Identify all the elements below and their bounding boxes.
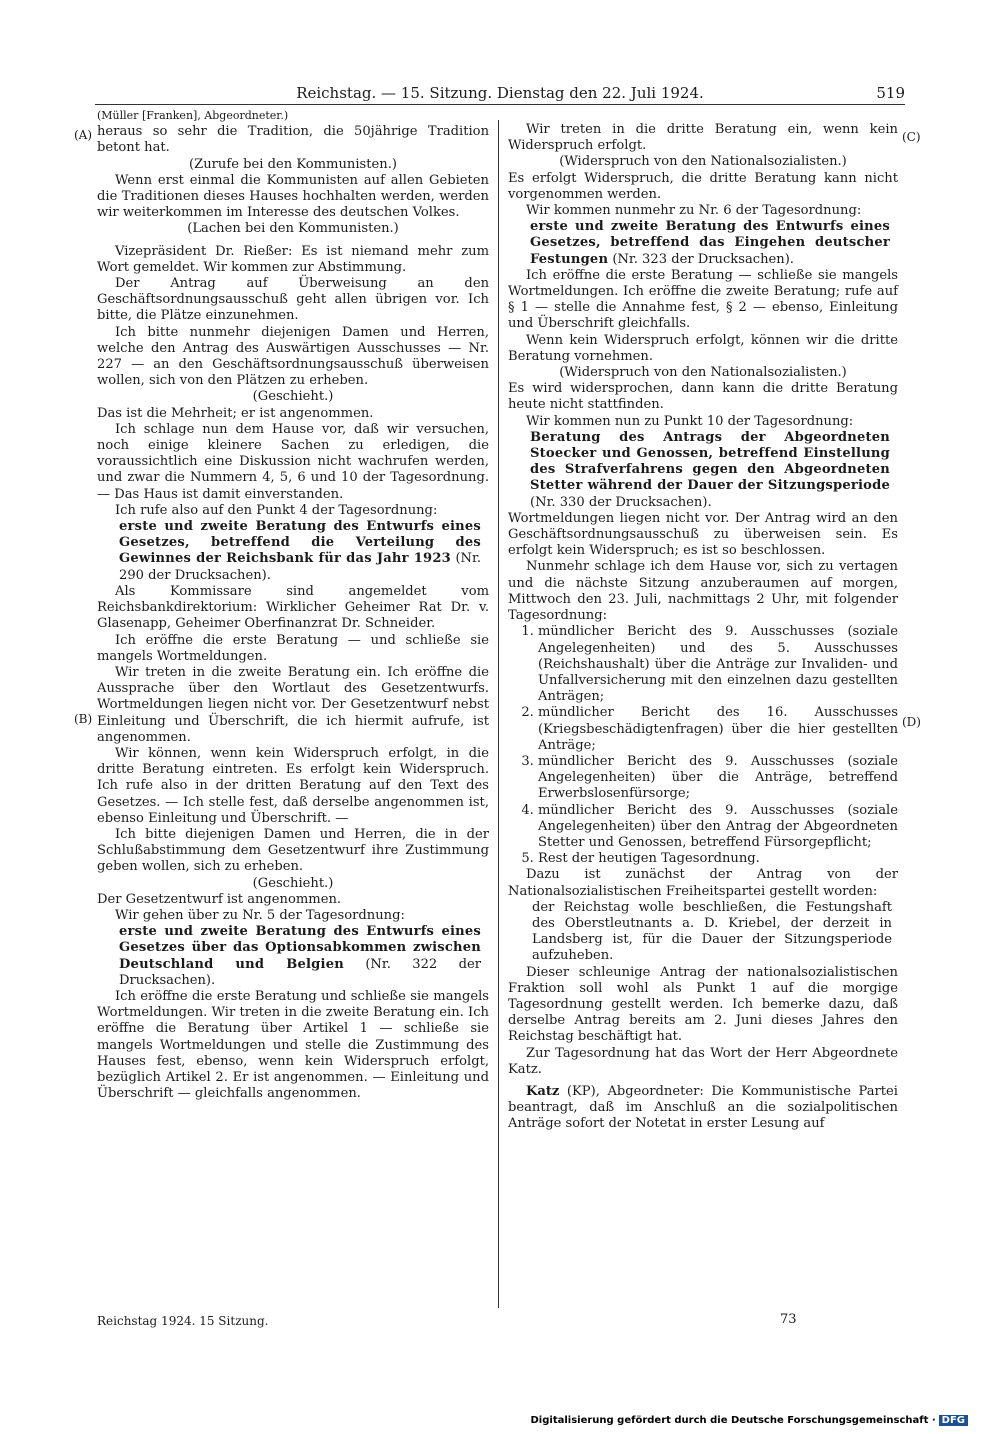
paragraph: Ich bitte diejenigen Damen und Herren, die in der Schlußabstimmung dem Gesetzentwurf ihre Zustimmung geben wollen, sich zu erheben. (97, 826, 489, 875)
dfg-credit-text: Digitalisierung gefördert durch die Deutsche Forschungsgemeinschaft · (530, 1415, 936, 1426)
agenda-item-reference: (Nr. 323 der Drucksachen). (608, 251, 794, 267)
agenda-item-title: Beratung des Antrags der Abgeordneten Stoecker und Genossen, betreffend Einstellung des Strafverfahrens gegen den Abgeordneten Stetter während der Dauer der Sitzungsperiode (530, 429, 890, 494)
agenda-item-heading (530, 430, 890, 511)
paragraph: Ich eröffne die erste Beratung — schließe sie mangels Wortmeldungen. Ich eröffne die zweite Beratung; rufe auf § 1 — stelle die Annahme fest, § 2 — ebenso, Einleitung und Überschrift gleichfalls. (508, 267, 898, 332)
agenda-item-heading (119, 924, 481, 989)
speaker-name: Katz (526, 1083, 560, 1099)
paragraph: Wir kommen nun zu Punkt 10 der Tagesordnung: (526, 413, 854, 429)
speaker-text: (KP), Abgeordneter: Die Kommunistische Partei beantragt, daß im Anschluß an die sozialpolitischen Anträge sofort der Notetat in erster Lesung auf (508, 1083, 898, 1132)
margin-mark-c: (C) (902, 130, 921, 144)
interjection: (Widerspruch von den Nationalsozialisten.) (559, 365, 847, 381)
speaker-continuation: (Müller [Franken], Abgeordneter.) (97, 109, 289, 122)
paragraph: heraus so sehr die Tradition, die 50jährige Tradition betont hat. (97, 124, 489, 156)
paragraph: Ich eröffne die erste Beratung — und schließe sie mangels Wortmeldungen. (97, 632, 489, 664)
speaker-paragraph (508, 1084, 898, 1133)
paragraph: Vizepräsident Dr. Rießer: Es ist niemand mehr zum Wort gemeldet. Wir kommen zur Abstimmung. (97, 243, 489, 275)
paragraph: Zur Tagesordnung hat das Wort der Herr Abgeordnete Katz. (508, 1045, 898, 1077)
paragraph: Wir kommen nunmehr zu Nr. 6 der Tagesordnung: (526, 203, 862, 219)
margin-mark-b: (B) (74, 712, 93, 726)
sheet-number: 73 (780, 1312, 797, 1327)
paragraph: Als Kommissare sind angemeldet vom Reichsbankdirektorium: Wirklicher Geheimer Rat Dr. v. Glasenapp, Geheimer Oberfinanzrat Dr. Schneider. (97, 583, 489, 632)
paragraph: Das ist die Mehrheit; er ist angenommen. (97, 405, 374, 421)
dfg-credit (531, 1415, 969, 1426)
agenda-item-title: erste und zweite Beratung des Entwurfs eines Gesetzes, betreffend die Verteilung des Gewinnes der Reichsbank für das Jahr 1923 (119, 519, 481, 567)
paragraph: Der Antrag auf Überweisung an den Geschäftsordnungsausschuß geht allen übrigen vor. Ich bitte, die Plätze einzunehmen. (97, 276, 489, 324)
paragraph: Wir treten in die zweite Beratung ein. Ich eröffne die Aussprache über den Wortlaut des Gesetzentwurfs. Wortmeldungen liegen nicht vor. Der Gesetzentwurf nebst Einleitung und Überschrift, die ich hiermit aufrufe, ist angenommen. (97, 664, 489, 745)
paragraph: Wenn erst einmal die Kommunisten auf allen Gebieten die Traditionen dieses Hauses hochhalten werden, werden wir weiterkommen im Interesse des deutschen Volkes. (97, 172, 489, 221)
paragraph: Ich rufe also auf den Punkt 4 der Tagesordnung: (115, 502, 438, 518)
margin-mark-a: (A) (74, 128, 93, 142)
running-header (95, 84, 905, 106)
paragraph: Es wird widersprochen, dann kann die dritte Beratung heute nicht stattfinden. (508, 381, 898, 413)
paragraph: Wir gehen über zu Nr. 5 der Tagesordnung: (115, 907, 405, 923)
agenda-list (508, 624, 898, 867)
paragraph: Ich eröffne die erste Beratung und schließe sie mangels Wortmeldungen. Wir treten in die zweite Beratung ein. Ich eröffne die Beratung über Artikel 1 — schließe sie mangels Wortmeldungen und stelle die Zustimmung des Hauses fest, ebenso, wenn kein Widerspruch erfolgt, bezüglich Artikel 2. Er ist angenommen. — Einleitung und Überschrift — gleichfalls angenommen. (97, 988, 489, 1102)
list-item: 1. mündlicher Bericht des 9. Ausschusses (soziale Angelegenheiten) und des 5. Ausschusses (Reichshaushalt) über die Anträge zur Invaliden- und Unfallversicherung mit den einzelnen dazu gestellten Anträgen; (538, 624, 898, 705)
list-item: 2. mündlicher Bericht des 16. Ausschusses (Kriegsbeschädigtenfragen) über die hier gestellten Anträge; (538, 705, 898, 754)
list-item: 3. mündlicher Bericht des 9. Ausschusses (soziale Angelegenheiten) über die Anträge, betreffend Erwerbslosenfürsorge; (538, 754, 898, 803)
left-column (97, 108, 489, 1102)
paragraph: Dazu ist zunächst der Antrag von der Nationalsozialistischen Freiheitspartei gestellt worden: (508, 867, 898, 899)
list-item: 4. mündlicher Bericht des 9. Ausschusses (soziale Angelegenheiten) über den Antrag der Abgeordneten Stetter und Genossen, betreffend Fürsorgepflicht; (538, 803, 898, 852)
paragraph: Der Gesetzentwurf ist angenommen. (97, 891, 342, 907)
column-divider (498, 120, 499, 1308)
interjection: (Zurufe bei den Kommunisten.) (189, 156, 397, 172)
agenda-item-title: erste und zweite Beratung des Entwurfs eines Gesetzes über das Optionsabkommen zwischen Deutschland und Belgien (119, 924, 481, 972)
paragraph: Ich bitte nunmehr diejenigen Damen und Herren, welche den Antrag des Auswärtigen Ausschusses — Nr. 227 — an den Geschäftsordnungsausschuß überweisen wollen, sich von den Plätzen zu erheben. (97, 324, 489, 389)
paragraph: Nunmehr schlage ich dem Hause vor, sich zu vertagen und die nächste Sitzung anzuberaumen auf morgen, Mittwoch den 23. Juli, nachmittags 2 Uhr, mit folgender Tagesordnung: (508, 559, 898, 624)
paragraph: Wir können, wenn kein Widerspruch erfolgt, in die dritte Beratung eintreten. Es erfolgt kein Widerspruch. Ich rufe also in der dritten Beratung auf den Text des Gesetzes. — Ich stelle fest, daß derselbe angenommen ist, ebenso Einleitung und Überschrift. — (97, 745, 489, 826)
page-number: 519 (876, 84, 905, 102)
agenda-item-heading (119, 519, 481, 584)
dfg-logo: DFG (939, 1415, 968, 1426)
interjection: (Geschieht.) (252, 875, 334, 891)
paragraph: Dieser schleunige Antrag der nationalsozialistischen Fraktion soll wohl als Punkt 1 auf die morgige Tagesordnung gestellt werden. Ich bemerke dazu, daß derselbe Antrag bereits am 2. Juni dieses Jahres den Reichstag beschäftigt hat. (508, 964, 898, 1045)
right-column (508, 122, 898, 1133)
paragraph: Ich schlage nun dem Hause vor, daß wir versuchen, noch einige kleinere Sachen zu erledigen, die voraussichtlich eine Diskussion nicht wachrufen werden, und zwar die Nummern 4, 5, 6 und 10 der Tagesordnung. — Das Haus ist damit einverstanden. (97, 421, 489, 502)
motion-quote: der Reichstag wolle beschließen, die Festungshaft des Oberstleutnants a. D. Kriebel, der derzeit in Landsberg ist, für die Dauer der Sitzungsperiode aufzuheben. (532, 899, 892, 964)
interjection: (Geschieht.) (252, 389, 334, 405)
interjection: (Widerspruch von den Nationalsozialisten.) (559, 154, 847, 170)
paragraph: Wir treten in die dritte Beratung ein, wenn kein Widerspruch erfolgt. (508, 122, 898, 154)
paragraph: Wortmeldungen liegen nicht vor. Der Antrag wird an den Geschäftsordnungsausschuß zu überweisen sein. Es erfolgt kein Widerspruch; es ist so beschlossen. (508, 510, 898, 559)
agenda-item-reference: (Nr. 330 der Drucksachen). (530, 494, 712, 510)
agenda-item-reference: (Nr. 290 der Drucksachen). (119, 551, 481, 583)
agenda-item-reference: (Nr. 322 der Drucksachen). (119, 956, 482, 988)
paragraph: Es erfolgt Widerspruch, die dritte Beratung kann nicht vorgenommen werden. (508, 170, 898, 202)
paragraph: Wenn kein Widerspruch erfolgt, können wir die dritte Beratung vornehmen. (508, 332, 898, 364)
margin-mark-d: (D) (902, 715, 921, 729)
agenda-item-title: erste und zweite Beratung des Entwurfs eines Gesetzes, betreffend das Eingehen deutscher Festungen (530, 219, 890, 267)
running-title: Reichstag. — 15. Sitzung. Dienstag den 22. Juli 1924. (296, 84, 704, 102)
header-rule (95, 104, 905, 105)
interjection: (Lachen bei den Kommunisten.) (187, 221, 399, 237)
list-item: 5. Rest der heutigen Tagesordnung. (538, 851, 898, 867)
footer-signature: Reichstag 1924. 15 Sitzung. (97, 1314, 269, 1328)
agenda-item-heading (530, 219, 890, 268)
